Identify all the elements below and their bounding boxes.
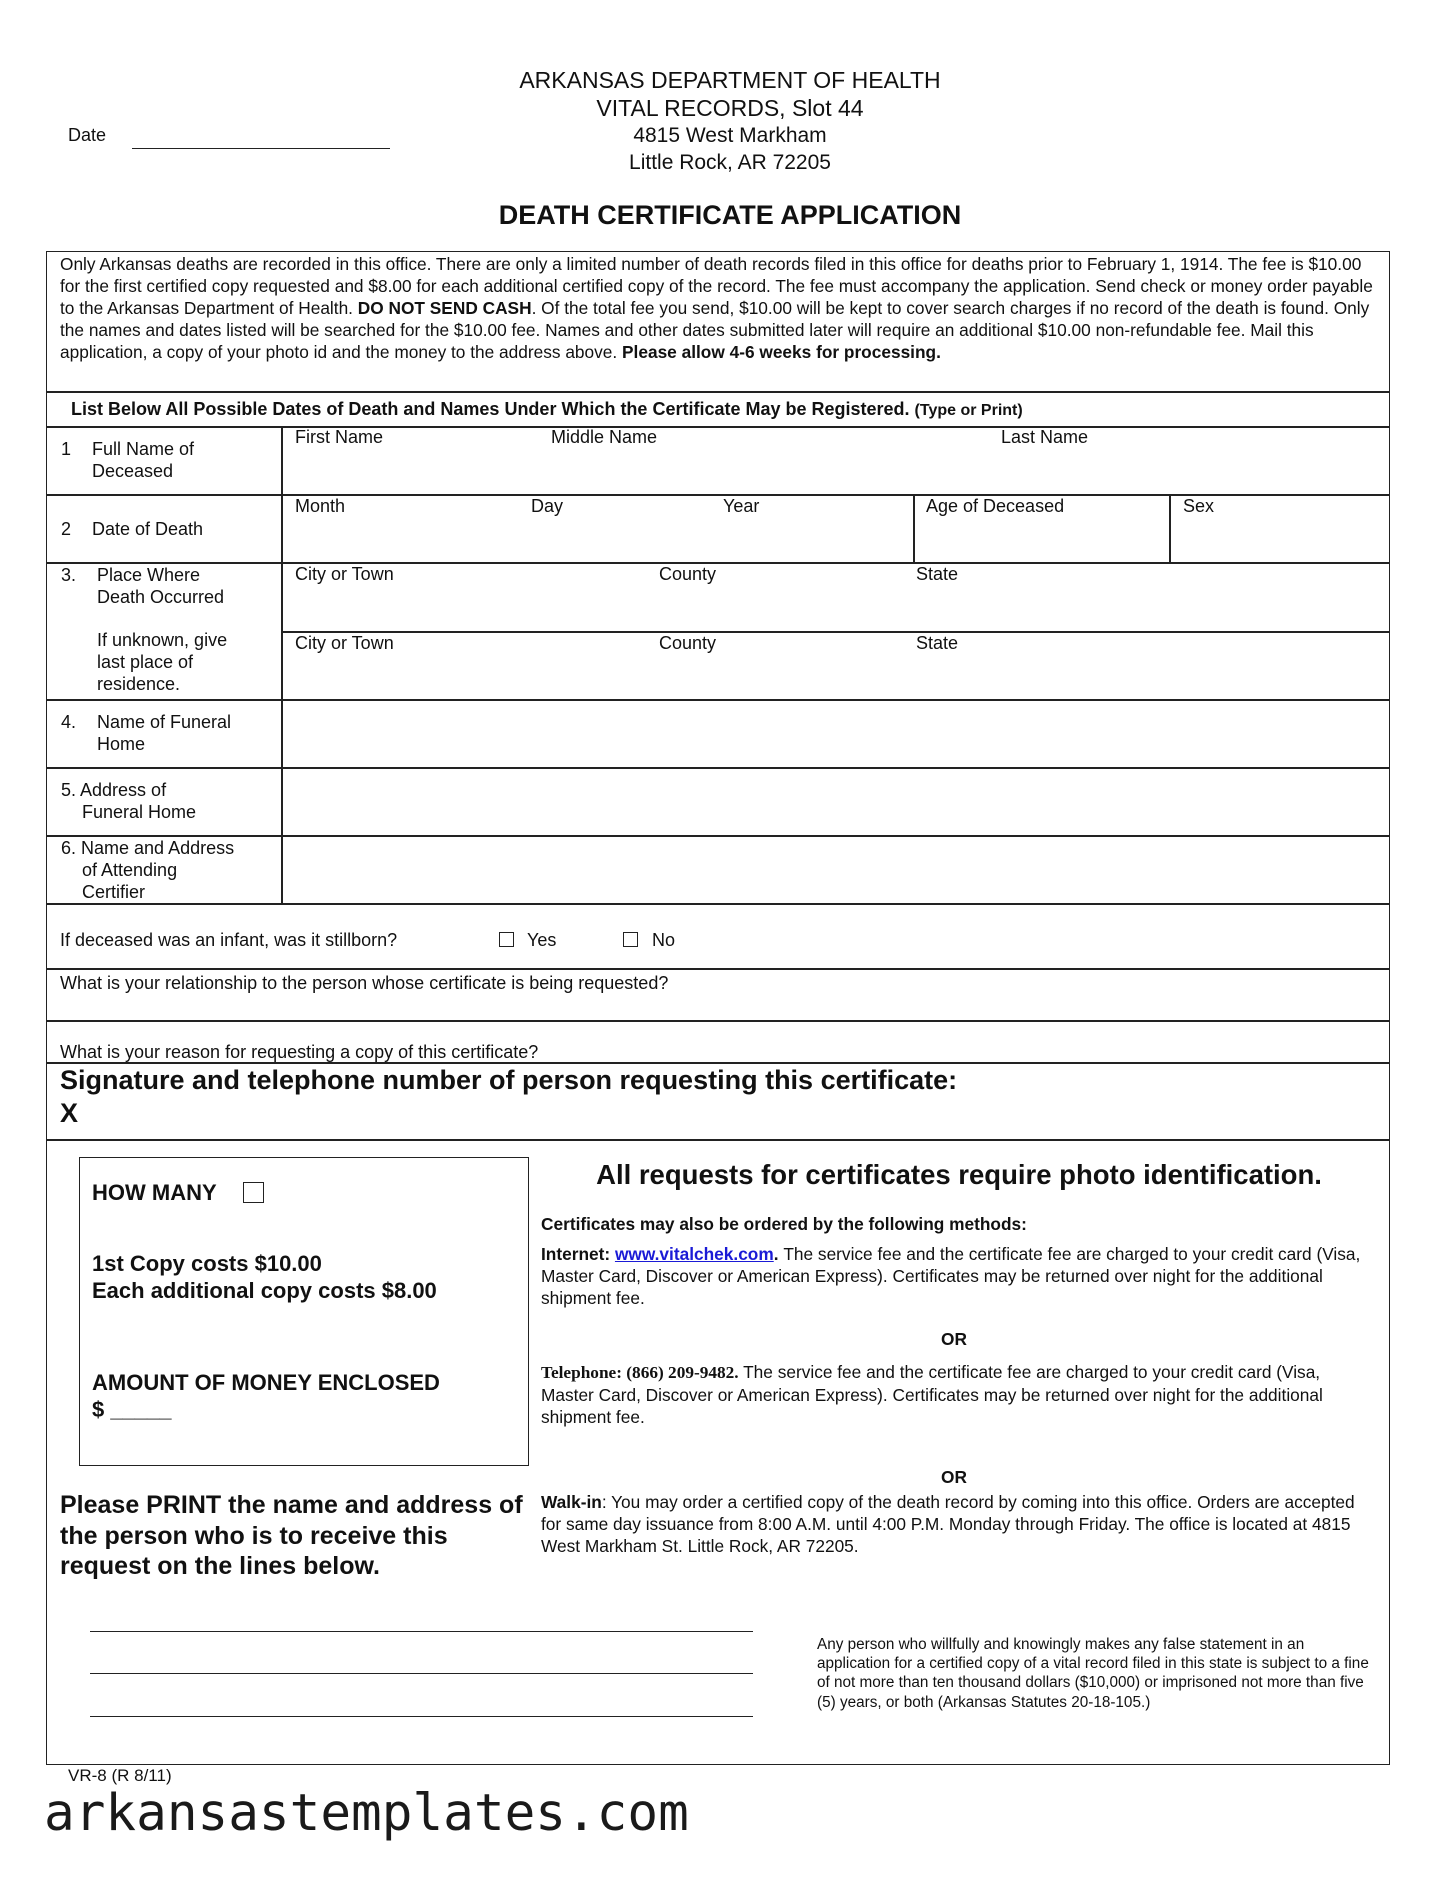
divider [913, 494, 915, 562]
office-street: 4815 West Markham [633, 124, 827, 147]
vitalchek-link[interactable]: www.vitalchek.com [614, 1244, 774, 1264]
yes-checkbox[interactable] [499, 932, 514, 947]
residence-field[interactable] [284, 655, 1388, 697]
age-field[interactable] [916, 518, 1166, 560]
stillborn-question: If deceased was an infant, was it stillborn? [60, 930, 398, 950]
full-name-field[interactable] [284, 450, 1388, 492]
funeral-address-field[interactable] [284, 769, 1388, 833]
no-label: No [652, 930, 676, 950]
funeral-home-field[interactable] [284, 701, 1388, 765]
penalty-notice: Any person who willfully and knowingly makes any false statement in an application for a certified copy of a vital record filed in this state is subject to a fine of not more than ten thousand dollars ($10,000) or imprisoned not more than five (5) years, or both (Arkansas Statutes 20-18-105.) [817, 1636, 1369, 1711]
residence-city-label: City or Town [295, 633, 394, 653]
office-name: VITAL RECORDS, Slot 44 [596, 95, 864, 121]
unknown-label-3: residence. [97, 674, 181, 694]
row-number-1: 1 [61, 439, 72, 459]
yes-label: Yes [527, 930, 557, 950]
processing-time: Please allow 4-6 weeks for processing. [622, 342, 941, 362]
funeral-home-label-1: Name of Funeral [97, 712, 232, 732]
divider [281, 426, 283, 904]
county-label: County [659, 564, 717, 584]
additional-copy-cost: Each additional copy costs $8.00 [92, 1278, 437, 1303]
row-number-4: 4. [61, 712, 77, 732]
last-name-label: Last Name [1001, 427, 1089, 447]
row-number-3: 3. [61, 565, 77, 585]
intro-paragraph [60, 253, 1380, 363]
certifier-label-3: Certifier [82, 882, 146, 902]
divider [46, 1139, 1390, 1141]
residence-county-label: County [659, 633, 717, 653]
year-label: Year [723, 496, 760, 516]
telephone-text: The service fee and the certificate fee are charged to your credit card (Visa, Master Card, Discover or American Express). Certificates may be returned over night for the additional shipment fee. [541, 1362, 1323, 1427]
watermark: arkansastemplates.com [44, 1784, 689, 1843]
divider [46, 391, 1390, 393]
divider [46, 1020, 1390, 1022]
relationship-field[interactable] [48, 994, 1388, 1018]
walkin-method [541, 1491, 1373, 1557]
amount-enclosed-label: AMOUNT OF MONEY ENCLOSED [92, 1370, 440, 1395]
or-separator-1: OR [941, 1329, 967, 1349]
deceased-label: Deceased [92, 461, 174, 481]
death-place-field[interactable] [284, 586, 1388, 629]
city-label: City or Town [295, 564, 394, 584]
reason-question: What is your reason for requesting a copy of this certificate? [60, 1042, 539, 1062]
internet-method: Internet: www.vitalchek.com. The service fee and the certificate fee are charged to your credit card (Visa, Master Card, Discover or American Express). Certificates may be returned over night for the additional shipment fee. [541, 1244, 1361, 1308]
print-instruction: Please PRINT the name and address of the person who is to receive this request on the lines below. [60, 1491, 523, 1580]
form-number: VR-8 (R 8/11) [68, 1766, 172, 1785]
full-name-label: Full Name of [92, 439, 195, 459]
date-label: Date [68, 125, 107, 145]
divider [46, 903, 1390, 905]
signature-label: Signature and telephone number of person requesting this certificate: [60, 1065, 958, 1095]
age-label: Age of Deceased [926, 496, 1065, 516]
day-label: Day [531, 496, 564, 516]
divider [1169, 494, 1171, 562]
divider [46, 426, 1390, 428]
how-many-box[interactable] [243, 1182, 264, 1203]
funeral-address-label-1: 5. Address of [61, 780, 167, 800]
first-copy-cost: 1st Copy costs $10.00 [92, 1251, 322, 1276]
first-name-label: First Name [295, 427, 384, 447]
list-heading-text: List Below All Possible Dates of Death and Names Under Which the Certificate May be Registered. [71, 399, 910, 419]
unknown-label-1: If unknown, give [97, 630, 228, 650]
walkin-label: Walk-in [541, 1492, 602, 1512]
unknown-label-2: last place of [97, 652, 194, 672]
row-number-2: 2 [61, 519, 72, 539]
address-line-1[interactable] [90, 1631, 753, 1632]
residence-state-label: State [916, 633, 959, 653]
walkin-text: : You may order a certified copy of the death record by coming into this office. Orders are accepted for same day issuance from 8:00 A.M. until 4:00 P.M. Monday through Friday. The office is located at 4815 West Markham St. Little Rock, AR 72205. [541, 1492, 1355, 1556]
photo-id-notice: All requests for certificates require photo identification. [596, 1159, 1322, 1190]
form-title: DEATH CERTIFICATE APPLICATION [498, 200, 962, 230]
divider [282, 631, 1390, 633]
internet-text: The service fee and the certificate fee are charged to your credit card (Visa, Master Card, Discover or American Express). Certificates may be returned over night for the additional shipment fee. [541, 1244, 1361, 1308]
internet-label: Internet: [541, 1244, 611, 1264]
signature-x: X [60, 1098, 79, 1128]
sex-label: Sex [1183, 496, 1215, 516]
signature-field[interactable] [90, 1097, 1380, 1135]
state-label: State [916, 564, 959, 584]
address-line-2[interactable] [90, 1673, 753, 1674]
agency-name: ARKANSAS DEPARTMENT OF HEALTH [519, 67, 941, 93]
address-line-3[interactable] [90, 1716, 753, 1717]
intro-text-1: Only Arkansas deaths are recorded in this office. There are only a limited number of death records filed in this office for deaths prior to February 1, 1914. The fee is $10.00 for the first certified copy requested and $8.00 for each additional certified copy of the record. The fee must accompany the application. Send check or money order payable to the Arkansas Department of Health. [60, 254, 1373, 318]
funeral-home-label-2: Home [97, 734, 146, 754]
amount-enclosed-field[interactable]: $ _____ [92, 1397, 172, 1422]
list-heading [71, 398, 1023, 422]
type-or-print-note: (Type or Print) [914, 402, 1023, 419]
certifier-label-2: of Attending [82, 860, 178, 880]
telephone-label: Telephone: (866) 209-9482. [541, 1363, 739, 1382]
date-of-death-field[interactable] [284, 518, 910, 560]
intro-text-2: . Of the total fee you send, $10.00 will be kept to cover search charges if no record of the death is found. Only the names and dates listed will be searched for the $10.00 fee. Names and other dates submitted later will require an additional $10.00 non-refundable fee. Mail this application, a copy of your photo id and the money to the address above. [60, 298, 1370, 362]
certifier-label-1: 6. Name and Address [61, 838, 235, 858]
date-of-death-label: Date of Death [92, 519, 204, 539]
methods-intro: Certificates may also be ordered by the following methods: [541, 1214, 1027, 1234]
date-line[interactable] [132, 148, 390, 149]
divider [46, 562, 1390, 564]
funeral-address-label-2: Funeral Home [82, 802, 197, 822]
place-label-1: Place Where [97, 565, 201, 585]
how-many-label: HOW MANY [92, 1180, 217, 1205]
sex-field[interactable] [1172, 518, 1388, 560]
no-cash-notice: DO NOT SEND CASH [357, 298, 532, 318]
place-label-2: Death Occurred [97, 587, 225, 607]
office-city: Little Rock, AR 72205 [629, 151, 831, 174]
divider [46, 968, 1390, 970]
or-separator-2: OR [941, 1467, 967, 1487]
month-label: Month [295, 496, 346, 516]
certifier-field[interactable] [284, 837, 1388, 901]
middle-name-label: Middle Name [551, 427, 658, 447]
no-checkbox[interactable] [623, 932, 638, 947]
telephone-method [541, 1361, 1377, 1428]
relationship-question: What is your relationship to the person whose certificate is being requested? [60, 973, 669, 993]
